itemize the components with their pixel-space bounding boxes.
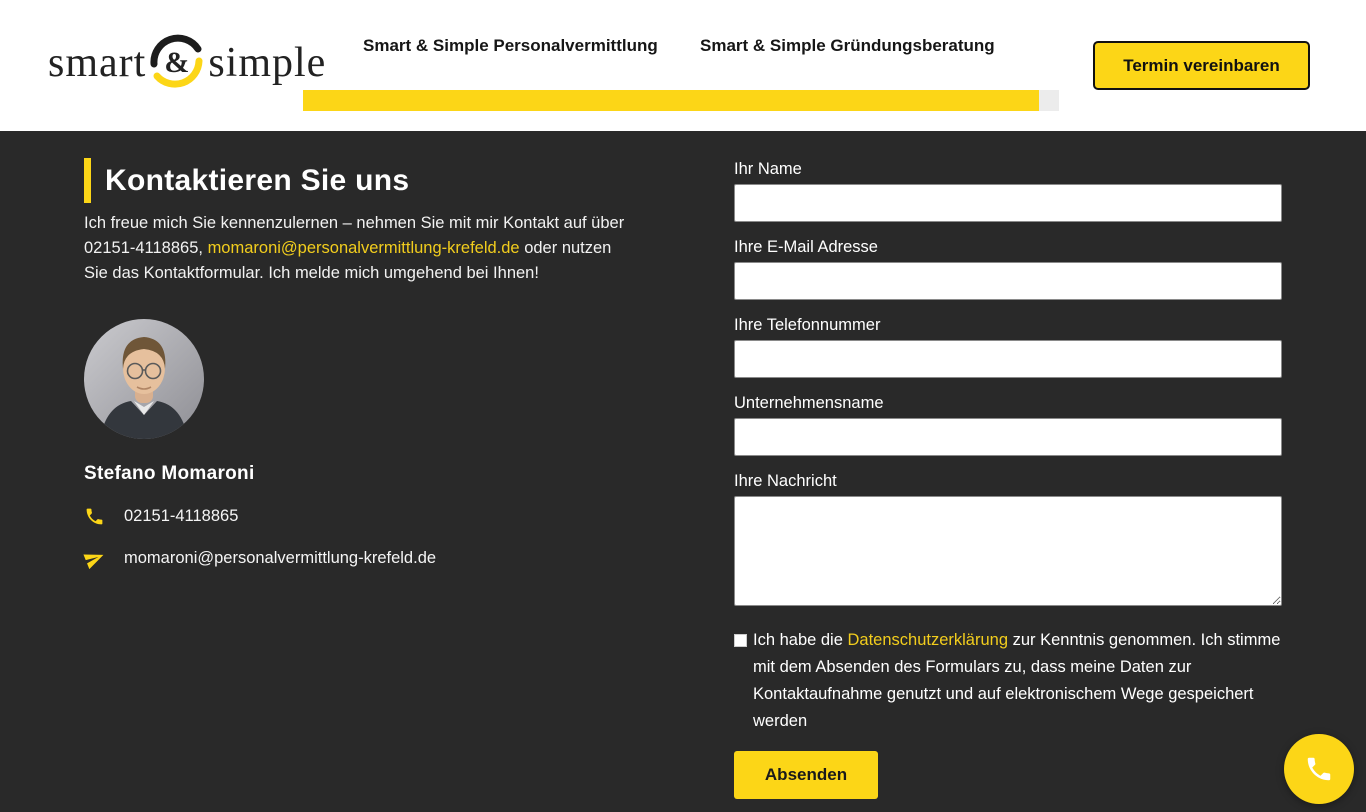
consent-checkbox[interactable]	[734, 634, 747, 647]
company-field-label: Unternehmensname	[734, 394, 884, 412]
consent-row	[734, 627, 1282, 735]
company-field-group	[734, 394, 1282, 456]
email-row	[84, 547, 630, 569]
site-header	[0, 0, 1366, 131]
contact-section	[0, 131, 1366, 812]
consent-text	[753, 627, 1282, 735]
email-link[interactable]: momaroni@personalvermittlung-krefeld.de	[124, 548, 437, 567]
header-progress-track	[303, 90, 1059, 111]
termin-vereinbaren-button[interactable]: Termin vereinbaren	[1093, 41, 1310, 90]
nav-gruendungsberatung[interactable]: Smart & Simple Gründungsberatung	[700, 36, 995, 55]
phone-row	[84, 505, 630, 527]
phone-fab[interactable]	[1284, 734, 1354, 804]
name-input[interactable]	[734, 184, 1282, 222]
intro-text-post: oder nutzen Sie das Kontaktformular. Ich melde mich umgehend bei Ihnen!	[84, 239, 612, 282]
telephone-field-group	[734, 316, 1282, 378]
logo-ampersand-mark	[148, 34, 206, 92]
phone-link[interactable]: 02151-4118865	[124, 506, 239, 525]
intro-email-link[interactable]: momaroni@personalvermittlung-krefeld.de	[207, 239, 520, 257]
telephone-field-label: Ihre Telefonnummer	[734, 316, 881, 334]
absenden-button[interactable]: Absenden	[734, 751, 878, 799]
intro-text-pre: Ich freue mich Sie kennenzulernen – nehmen Sie mit mir Kontakt auf über 02151-4118865,	[84, 214, 625, 257]
avatar	[84, 319, 204, 439]
name-field-group	[734, 160, 1282, 222]
consent-text-post: zur Kenntnis genommen. Ich stimme mit dem Absenden des Formulars zu, dass meine Daten zur Kontaktaufnahme genutzt und auf elektronischem Wege gespeichert werden	[753, 631, 1281, 730]
logo-ampersand: &	[164, 46, 191, 79]
name-field-label: Ihr Name	[734, 160, 802, 178]
datenschutz-link[interactable]: Datenschutzerklärung	[847, 631, 1009, 649]
email-field-group	[734, 238, 1282, 300]
message-textarea[interactable]	[734, 496, 1282, 606]
phone-icon	[1304, 754, 1334, 784]
person-name: Stefano Momaroni	[84, 463, 255, 484]
telephone-input[interactable]	[734, 340, 1282, 378]
nav-personalvermittlung[interactable]: Smart & Simple Personalvermittlung	[363, 36, 658, 55]
company-input[interactable]	[734, 418, 1282, 456]
message-field-group	[734, 472, 1282, 611]
contact-form	[734, 160, 1282, 799]
message-field-label: Ihre Nachricht	[734, 472, 837, 490]
email-field-label: Ihre E-Mail Adresse	[734, 238, 878, 256]
consent-text-pre: Ich habe die	[753, 631, 848, 649]
page-title: Kontaktieren Sie uns	[84, 158, 630, 203]
logo[interactable]	[48, 34, 326, 92]
phone-icon	[84, 505, 106, 527]
logo-text-smart: smart	[48, 40, 147, 86]
header-progress-fill	[303, 90, 1039, 111]
contact-info-column	[84, 158, 630, 569]
intro-text	[84, 211, 630, 286]
logo-text-simple: simple	[208, 40, 327, 86]
email-input[interactable]	[734, 262, 1282, 300]
send-icon	[84, 547, 106, 569]
